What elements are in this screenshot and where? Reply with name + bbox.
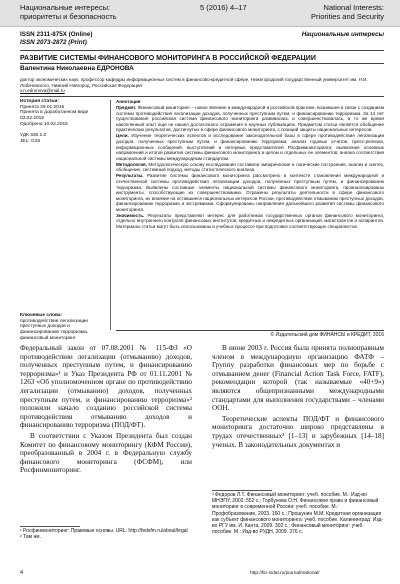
body-column-left: [20, 344, 192, 477]
received-date: Принята 29.01.2016: [20, 104, 65, 110]
author-email-link[interactable]: v.n.edronova@mail.ru: [20, 88, 65, 94]
top-rule: [20, 50, 384, 51]
running-header: [0, 0, 400, 27]
abstract-paragraph: Значимость. Результаты представляют интерес для работников государственных органов финансового мониторинга, отдельно внутреннего контроля финансовых институтов, кредитных и некредитных организаций, магистрантов и аспирантов. Материалы статьи могут быть использованы в учебных процессе при подготовке соответствующих специалистов.: [116, 212, 384, 229]
issn-print: ISSN 2073-2872 (Print): [20, 39, 87, 46]
affiliation-text: доктор экономических наук, профессор кафедры информационных систем в финансово-кредитной сфере, Нижегородский государственный университет им. Н.И. Лобачевского, Нижний Новгород, Российская Федерация: [20, 77, 368, 88]
article-title: РАЗВИТИЕ СИСТЕМЫ ФИНАНСОВОГО МОНИТОРИНГА В РОССИЙСКОЙ ФЕДЕРАЦИИ: [20, 55, 316, 62]
author-affiliation: [20, 77, 382, 94]
abstract: [116, 99, 384, 230]
footnote: ¹ Росфинмониторинг: Правовые основы. URL: http://fedsfm.ru/about/legal: [20, 528, 188, 534]
abstract-paragraph: Цели. Изучение теоретических аспектов и исследование законодательной базы в сфере противодействия легализации доходов, полученных преступным путем, и финансированию терроризма; анализ годовых отчетов, пресс-релизов, информационных сообщений, выступлений и интервью представителей Росфинмониторинга; выявление основных направлений и итогов развития системы финансового мониторинга в целом и отдельных ее элементов; анализ соответствия национальной системы международным стандартам.: [116, 133, 384, 161]
journal-section-name: Национальные интересы: [301, 31, 384, 38]
footnote: ² Там же.: [20, 534, 42, 541]
keywords-block: [20, 313, 104, 342]
footnotes-left: [20, 528, 192, 540]
keywords-text: противодействие легализации преступных доходов и финансированию терроризма, финансовый мониторинг: [20, 318, 89, 341]
body-paragraph: В соответствии с Указом Президента был создан Комитет по финансовому мониторингу (КФМ России), преобразованный в 2004 г. в Федеральную службу финансового мониторинга (ФСФМ), или Росфинмониторинг.: [20, 431, 192, 475]
author-name: Валентина Николаевна ЕДРОНОВА: [20, 65, 134, 72]
body-paragraph: Теоретические аспекты ПОД/ФТ и финансового мониторинга достаточно широко представлены в трудах отечественных³ [1–13] и зарубежных [14–18] ученых. В законодательных документах и: [212, 414, 384, 449]
body-column-right: [212, 344, 384, 451]
keywords-label: Ключевые слова:: [20, 313, 63, 318]
title-rule: [20, 63, 384, 64]
article-info: [20, 99, 104, 341]
copyright-line: © Издательский дом ФИНАНСЫ и КРЕДИТ, 2016: [270, 332, 384, 338]
issn-online: ISSN 2311-875X (Online): [20, 31, 93, 38]
jel-code: JEL: G28: [20, 138, 40, 144]
info-rule: [20, 96, 384, 97]
footnote: ³ Федоров Л.Т. Финансовый мониторинг: учеб. пособие. М.: Изд-во МНЭПУ, 2002. 552 с.; Горбунова О.Н. Финансовое право и финансовый мониторинг в современной России: учеб. пособие. М.: Профобразование, 2003. 160 с.; Прошунин М.М. Кредитная организация как субъект финансового мониторинга: учеб. пособие. Калининград: Изд-во РГУ им. И. Канта, 2009. 302 с.; Финансовый мониторинг: учеб. пособие. М.: Изд-во РУДН, 2009. 376 с.: [212, 492, 384, 536]
abstract-paragraph: Методология. Методологическую основу исследования составили эмпирические и логические построения, анализ и синтез, обобщение, системный подход, методы статистического анализа.: [116, 161, 384, 173]
udc-code: УДК 336.1.0: [20, 133, 47, 139]
abstract-paragraph: Предмет. Финансовый мониторинг – новое явление в международной и российской практике, возникшее в связи с созданием системы противодействия легализации доходов, полученных преступным путем, и финансированию терроризма. За 14 лет существования российская система финансового мониторинга развивалась и совершенствовалась, в то же время накопленный опыт еще не нашел достаточного отражения в научных публикациях. Предметом статьи является обобщение практических результатов, достигнутых в сфере финансового мониторинга, с позиций защиты национальных интересов.: [116, 105, 384, 133]
abstract-bottom-rule: [116, 330, 384, 331]
approved-date: Одобрена 10.02.2016: [20, 121, 68, 127]
info-divider: [110, 100, 111, 330]
history-label: История статьи:: [20, 99, 59, 104]
revised-label: Принята в доработанном виде: [20, 110, 89, 116]
footer-url-link[interactable]: http://fin-izdat.ru/journal/national/: [250, 571, 320, 576]
body-paragraph: В июне 2003 г. Россия была принята полноправным членом в международную организацию ФАТФ – Группу разработки финансовых мер по борьбе с отмыванием денег (Financial Action Task Force, FATF), рекомендации которой (так называемые «40+9») являются общепризнанными международными стандартами для выполнения государствами – членами ООН.: [212, 344, 384, 413]
page-number: 4: [20, 570, 24, 576]
header-issue: 5 (2016) 4–17: [200, 3, 247, 12]
footnotes-right: [212, 492, 384, 535]
header-journal-ru: Национальные интересы: приоритеты и безопасность: [20, 3, 117, 21]
issn-block: [20, 31, 92, 47]
abstract-label: Аннотация: [116, 99, 141, 104]
body-paragraph: Федеральный закон от 07.08.2001 № 115-ФЗ «О противодействии легализации (отмыванию) доходов, полученных преступным путем, и финансированию терроризма»¹ и Указ Президента РФ от 01.11.2001 № 1263 «Об уполномоченном органе по противодействию легализации (отмыванию) доходов, полученных преступным путем, и финансированию терроризма»² положили начало созданию российской системы противодействия отмыванию доходов и финансированию терроризма (ПОД/ФТ).: [20, 344, 192, 430]
footnote-rule-right: [212, 490, 272, 491]
header-journal-en: National Interests: Priorities and Security: [311, 3, 384, 21]
footnote-rule-left: [20, 526, 80, 527]
abstract-paragraph: Результаты. Развитие системы финансового мониторинга рассмотрено в контексте становления международной и отечественной системы противодействия легализации доходов, полученных преступным путем, и финансированию терроризма. Выявлены составные элементы национальной системы финансового мониторинга, проанализированы инструменты, способствующие их совершенствованию. Отражены результаты деятельности в сфере финансового мониторинга, их влияние на оставшиеся национальных интересов России, противодействие отмыванию преступных доходов, финансированию терроризма и экстремизма. Сформулированы направления дальнейшего развития системы финансового мониторинга.: [116, 173, 384, 212]
revised-date: 03.02.2016: [20, 116, 45, 122]
